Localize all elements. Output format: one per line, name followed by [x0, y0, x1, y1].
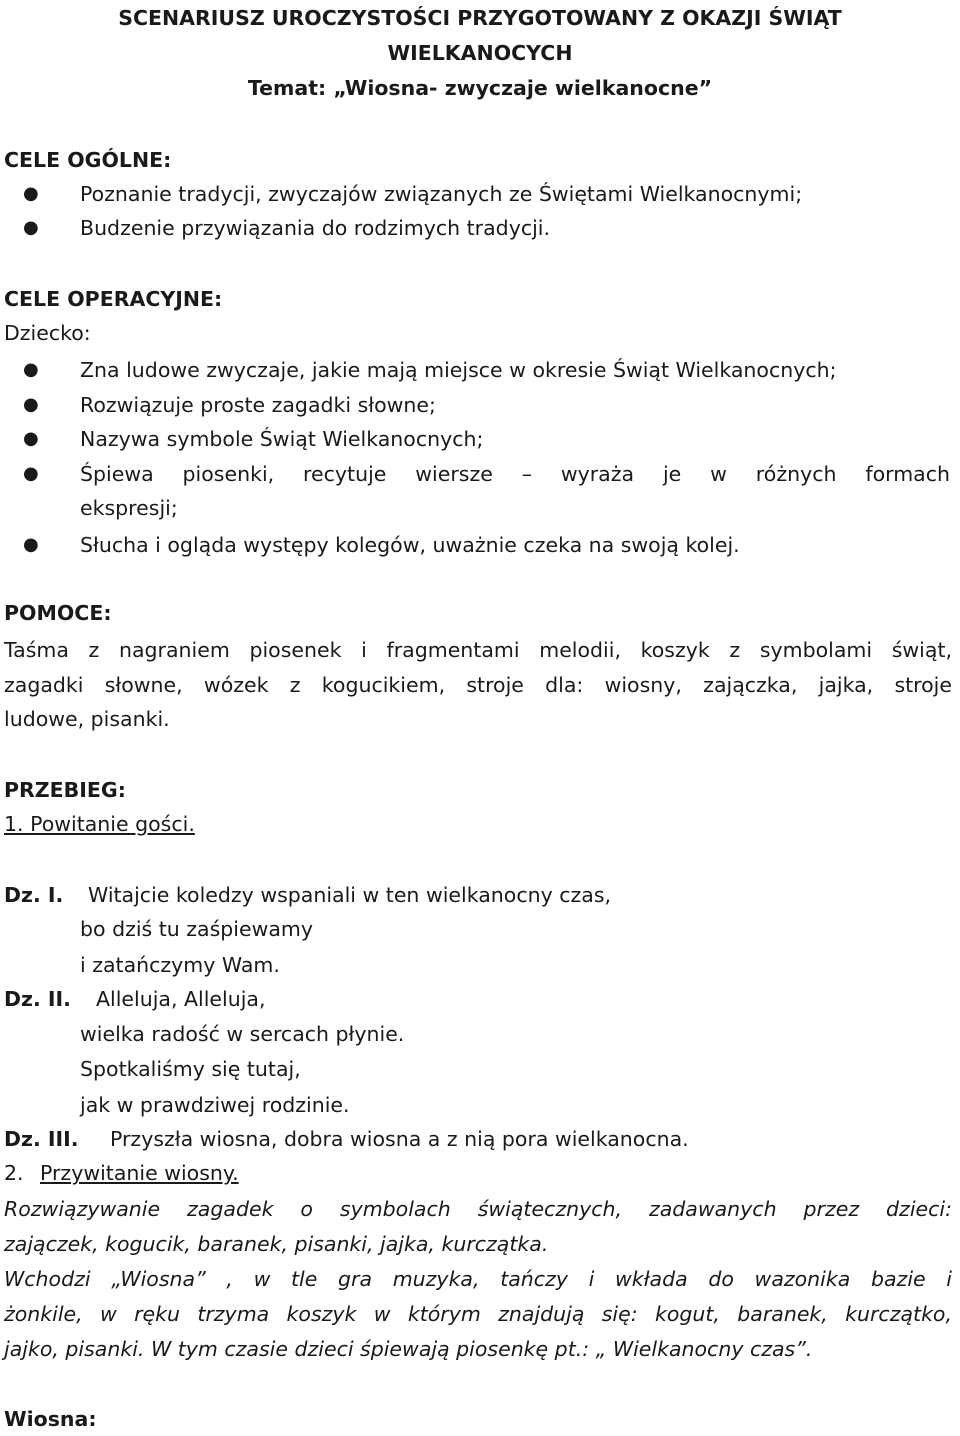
- list-item: Śpiewa piosenki, recytuje wiersze – wyraża je w różnych formach: [80, 462, 950, 486]
- list-item: Zna ludowe zwyczaje, jakie mają miejsce w okresie Świąt Wielkanocnych;: [80, 358, 837, 382]
- title-line-2: WIELKANOCYCH: [387, 41, 573, 65]
- dz-1-line: Witajcie koledzy wspaniali w ten wielkanocny czas,: [88, 883, 612, 907]
- bullet-icon: ●: [23, 183, 39, 204]
- list-item: Słucha i ogląda występy kolegów, uważnie czeka na swoją kolej.: [80, 533, 740, 557]
- list-item: Budzenie przywiązania do rodzimych tradycji.: [80, 216, 550, 240]
- bullet-icon: ●: [23, 428, 39, 449]
- dz-2-line: Alleluja, Alleluja,: [96, 987, 266, 1011]
- list-item-continuation: ekspresji;: [80, 496, 178, 520]
- wiosna-label: Wiosna:: [4, 1407, 97, 1431]
- bullet-icon: ●: [23, 394, 39, 415]
- cele-ogolne-heading: CELE OGÓLNE:: [4, 148, 172, 172]
- step-1: 1. Powitanie gości.: [4, 812, 195, 836]
- title-line-1: SCENARIUSZ UROCZYSTOŚCI PRZYGOTOWANY Z OKAZJI ŚWIĄT: [118, 6, 842, 30]
- italic-line: zajączek, kogucik, baranek, pisanki, jajka, kurczątka.: [4, 1232, 549, 1256]
- italic-line: Rozwiązywanie zagadek o symbolach świątecznych, zadawanych przez dzieci:: [4, 1197, 952, 1221]
- dz-3-label: Dz. III.: [4, 1127, 79, 1151]
- dz-2-line: wielka radość w sercach płynie.: [80, 1022, 405, 1046]
- bullet-icon: ●: [23, 534, 39, 555]
- dz-2-label: Dz. II.: [4, 987, 71, 1011]
- subject-label: Dziecko:: [4, 321, 91, 345]
- przebieg-heading: PRZEBIEG:: [4, 778, 126, 802]
- list-item: Nazywa symbole Świąt Wielkanocnych;: [80, 427, 484, 451]
- dz-3-line: Przyszła wiosna, dobra wiosna a z nią pora wielkanocna.: [110, 1127, 689, 1151]
- dz-2-line: jak w prawdziwej rodzinie.: [80, 1093, 350, 1117]
- step-2-title: Przywitanie wiosny.: [40, 1161, 239, 1185]
- italic-line: żonkile, w ręku trzyma koszyk w którym znajdują się: kogut, baranek, kurczątko,: [4, 1302, 952, 1326]
- pomoce-heading: POMOCE:: [4, 601, 112, 625]
- cele-operacyjne-heading: CELE OPERACYJNE:: [4, 287, 223, 311]
- list-item: Poznanie tradycji, zwyczajów związanych ze Świętami Wielkanocnymi;: [80, 182, 803, 206]
- pomoce-line: zagadki słowne, wózek z kogucikiem, stroje dla: wiosny, zajączka, jajka, stroje: [4, 673, 952, 697]
- dz-1-label: Dz. I.: [4, 883, 64, 907]
- step-2-number: 2.: [4, 1161, 24, 1185]
- bullet-icon: ●: [23, 217, 39, 238]
- dz-1-line: bo dziś tu zaśpiewamy: [80, 917, 314, 941]
- topic-line: Temat: „Wiosna- zwyczaje wielkanocne”: [247, 76, 713, 100]
- italic-line: Wchodzi „Wiosna” , w tle gra muzyka, tańczy i wkłada do wazonika bazie i: [4, 1267, 952, 1291]
- bullet-icon: ●: [23, 359, 39, 380]
- pomoce-line: Taśma z nagraniem piosenek i fragmentami melodii, koszyk z symbolami świąt,: [4, 638, 952, 662]
- bullet-icon: ●: [23, 463, 39, 484]
- dz-1-line: i zatańczymy Wam.: [80, 953, 280, 977]
- list-item: Rozwiązuje proste zagadki słowne;: [80, 393, 436, 417]
- italic-line: jajko, pisanki. W tym czasie dzieci śpiewają piosenkę pt.: „ Wielkanocny czas”.: [4, 1337, 813, 1361]
- pomoce-line: ludowe, pisanki.: [4, 707, 170, 731]
- dz-2-line: Spotkaliśmy się tutaj,: [80, 1057, 301, 1081]
